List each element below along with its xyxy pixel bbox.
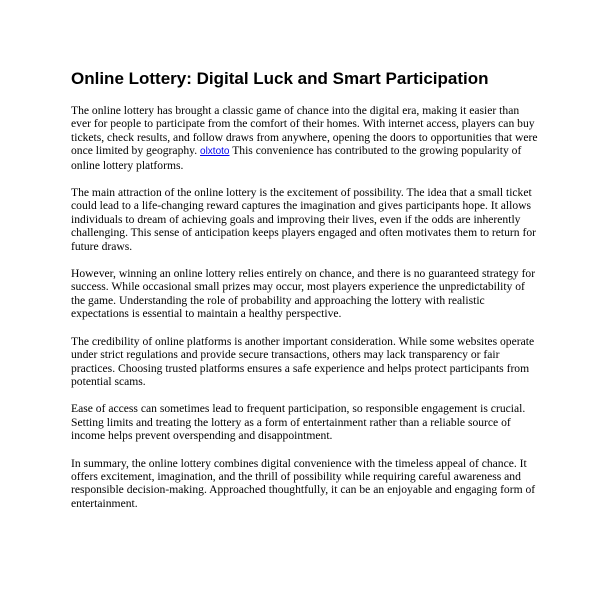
paragraph-1-text-after: This convenience has contributed to the growing popularity of online lottery platforms. xyxy=(71,144,522,172)
paragraph-2: The main attraction of the online lottery is the excitement of possibility. The idea that a small ticket could lead to a life-changing reward captures the imagination and gives participants hope. It allows individuals to dream of achieving goals and improving their lives, even if the odds are inherently challenging. This sense of anticipation keeps players engaged and often motivates them to return for future draws. xyxy=(71,186,537,253)
olxtoto-link[interactable]: olxtoto xyxy=(200,146,230,158)
paragraph-1-text-before: The online lottery has brought a classic game of chance into the digital era, making it easier than ever for people to participate from the comfort of their homes. With internet access, players can buy tickets, check results, and follow draws from anywhere, opening the doors to opportunities that were once limited by geography. xyxy=(71,104,538,158)
paragraph-4: The credibility of online platforms is another important consideration. While some websites operate under strict regulations and provide secure transactions, others may lack transparency or fair practices. Choosing trusted platforms ensures a safe experience and helps protect participants from potential scams. xyxy=(71,334,535,388)
paragraph-5: Ease of access can sometimes lead to frequent participation, so responsible engagement is crucial. Setting limits and treating the lottery as a form of entertainment rather than a reliable source of income helps prevent overspending and disappointment. xyxy=(71,402,526,443)
paragraph-1 xyxy=(71,104,541,172)
article-body xyxy=(71,68,541,524)
article-title: Online Lottery: Digital Luck and Smart Participation xyxy=(71,69,489,88)
paragraph-3: However, winning an online lottery relies entirely on chance, and there is no guaranteed strategy for success. While occasional small prizes may occur, most players experience the unpredictability of the game. Understanding the role of probability and approaching the lottery with realistic expectations is essential to maintain a healthy perspective. xyxy=(71,267,536,321)
paragraph-6: In summary, the online lottery combines digital convenience with the timeless appeal of chance. It offers excitement, imagination, and the thrill of possibility while requiring careful awareness and responsible decision-making. Approached thoughtfully, it can be an enjoyable and engaging form of entertainment. xyxy=(71,456,536,510)
